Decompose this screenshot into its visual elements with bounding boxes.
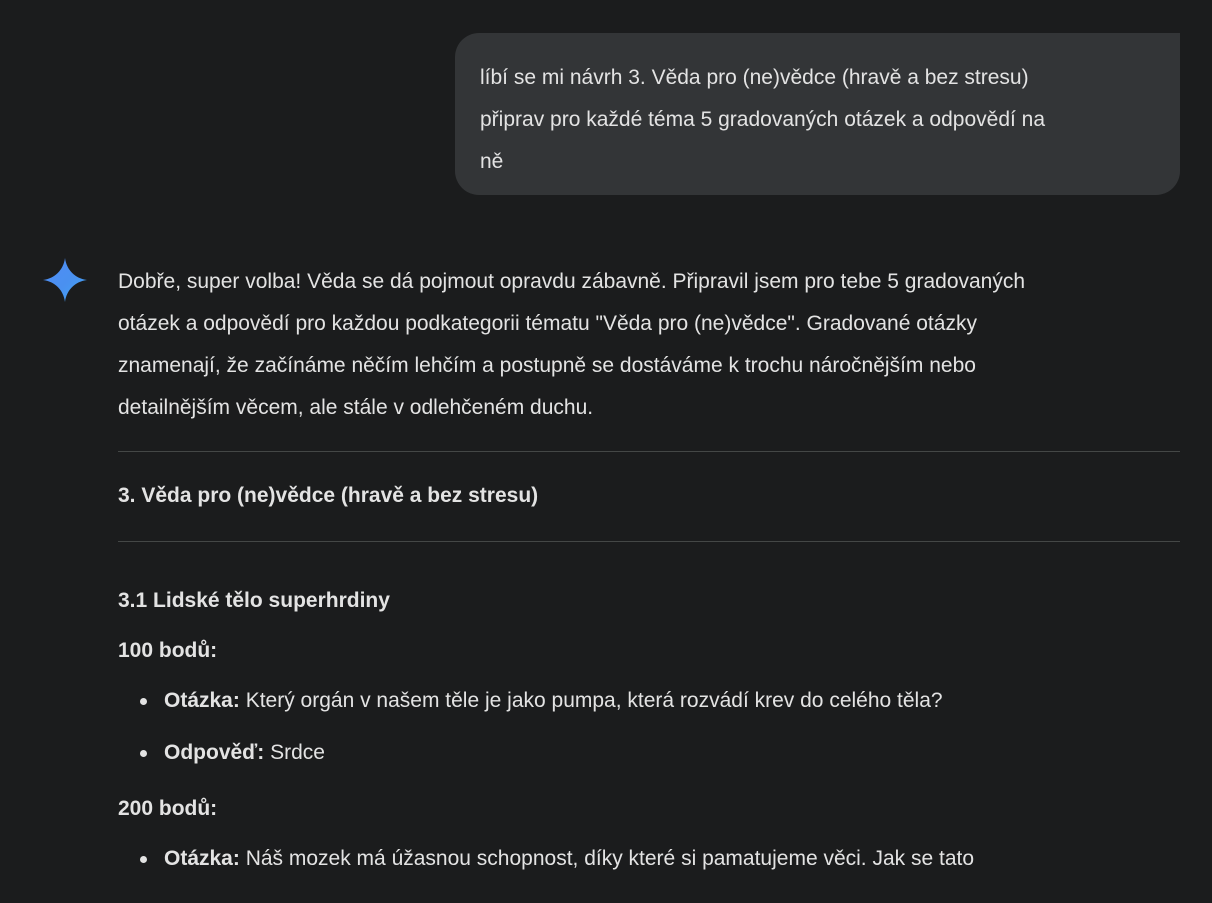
qa-text: Srdce [264,741,325,764]
qa-text: Náš mozek má úžasnou schopnost, díky které si pamatujeme věci. Jak se tato [239,847,975,870]
qa-list-item [118,838,1180,880]
assistant-response [118,261,1180,890]
intro-line: Dobře, super volba! Věda se dá pojmout opravdu zábavně. Připravil jsem pro tebe 5 gradovaných [118,270,1026,293]
points-label: 100 bodů: [118,639,218,662]
user-message-line: líbí se mi návrh 3. Věda pro (ne)vědce (hravě a bez stresu) [480,66,1029,89]
qa-list [118,680,1180,774]
qa-text: Který orgán v našem těle je jako pumpa, která rozvádí krev do celého těla? [239,689,943,712]
gemini-sparkle-icon [43,258,87,302]
qa-list-item [118,680,1180,722]
intro-line: znamenají, že začínáme něčím lehčím a postupně se dostáváme k trochu náročnějším nebo [118,354,976,377]
intro-line: otázek a odpovědí pro každou podkategorii tématu "Věda pro (ne)vědce". Gradované otázky [118,312,977,335]
intro-line: detailnějším věcem, ale stále v odlehčeném duchu. [118,396,594,419]
bullet-icon [140,856,147,863]
qa-key: Otázka: [164,689,240,712]
qa-key: Odpověď: [164,741,265,764]
divider [118,451,1180,452]
bullet-icon [140,698,147,705]
qa-list [118,838,1180,880]
points-label: 200 bodů: [118,797,218,820]
qa-list-item [118,732,1180,774]
bullet-icon [140,750,147,757]
qa-key: Otázka: [164,847,240,870]
user-message-line: připrav pro každé téma 5 gradovaných otázek a odpovědí na [480,108,1046,131]
user-message-text [480,57,1155,183]
section-heading: 3. Věda pro (ne)vědce (hravě a bez stresu) [118,484,539,507]
user-message-line: ně [480,150,504,173]
response-intro [118,261,1180,429]
subsection-heading: 3.1 Lidské tělo superhrdiny [118,589,390,612]
divider [118,541,1180,542]
user-message-bubble [455,33,1180,195]
